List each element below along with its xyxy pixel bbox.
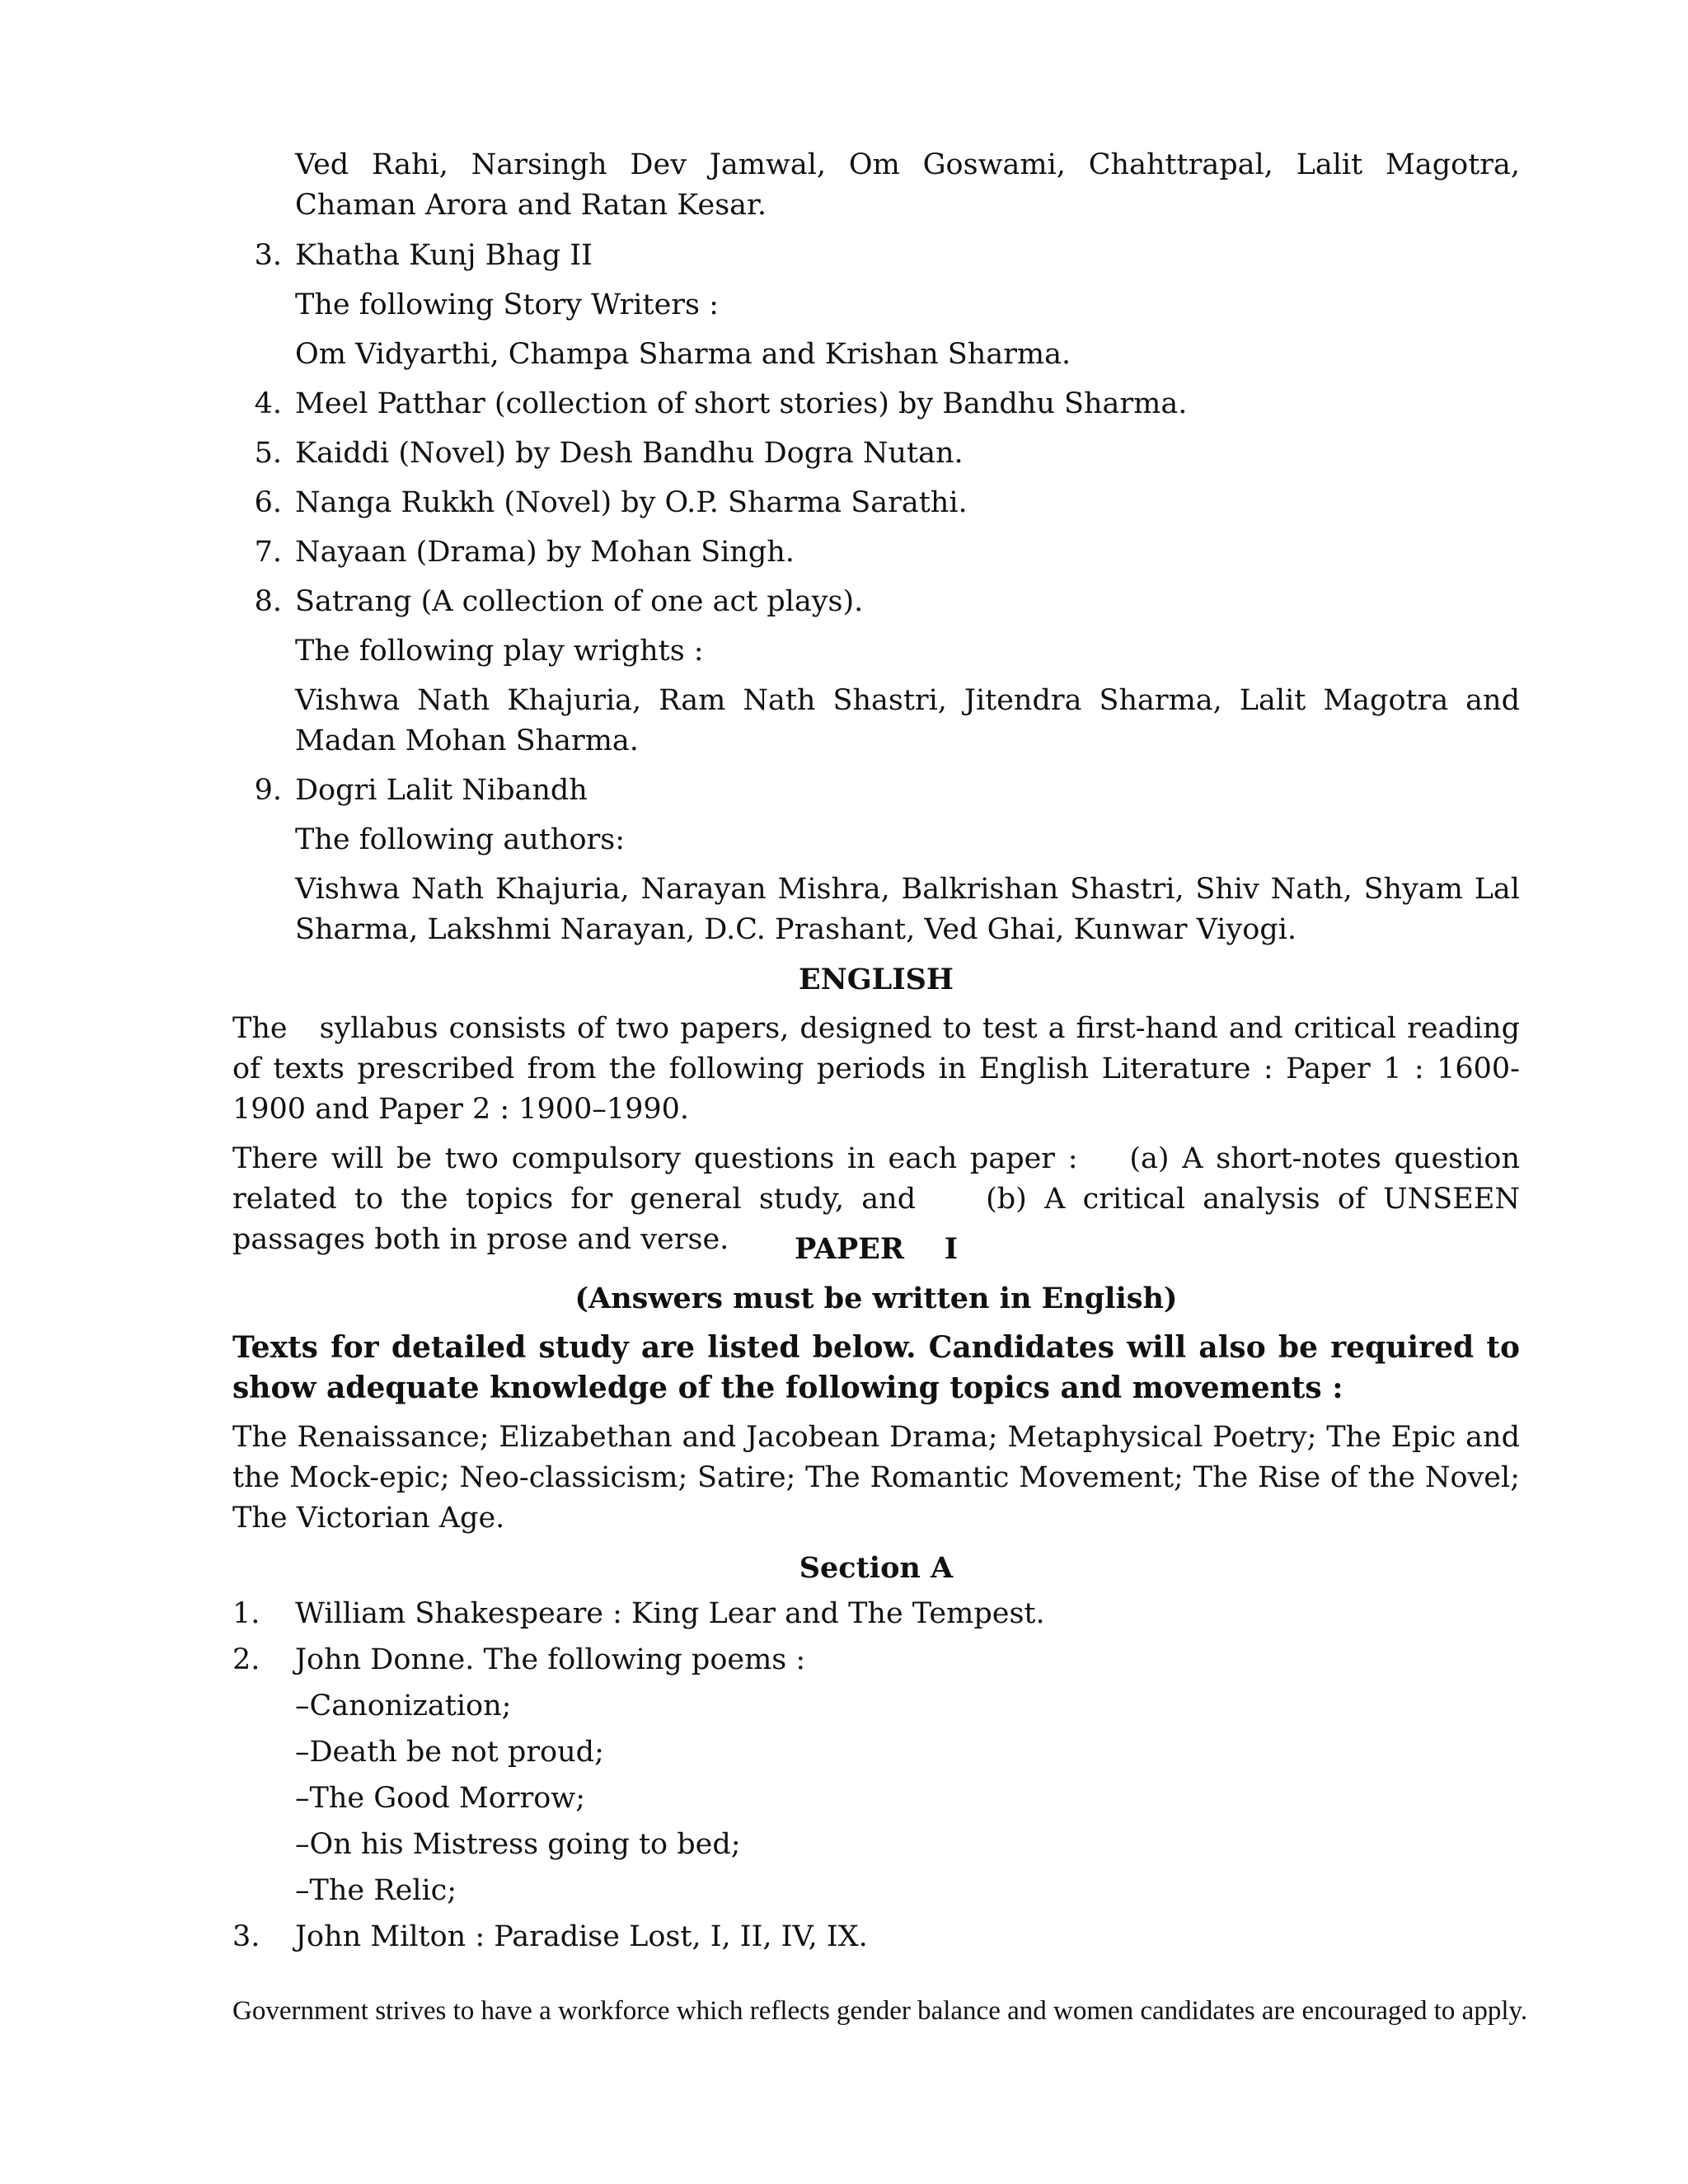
list-number: 3. (232, 1920, 260, 1953)
list-item: John Milton : Paradise Lost, I, II, IV, IX. (295, 1920, 868, 1953)
page-footer: Government strives to have a workforce which reflects gender balance and women candidates are encouraged to apply. (232, 1996, 1528, 2026)
list-item: Khatha Kunj Bhag II (295, 239, 593, 272)
poem-item: –On his Mistress going to bed; (295, 1828, 741, 1861)
sub-names: Vishwa Nath Khajuria, Narayan Mishra, Balkrishan Shastri, Shiv Nath, Shyam Lal Sharma, Lakshmi Narayan, D.C. Prashant, Ved Ghai, Kunwar Viyogi. (295, 873, 1520, 946)
poem-item: –Death be not proud; (295, 1736, 604, 1769)
poem-item: –Canonization; (295, 1690, 512, 1722)
list-item: Dogri Lalit Nibandh (295, 774, 588, 807)
list-item: John Donne. The following poems : (295, 1643, 806, 1676)
list-item: Nanga Rukkh (Novel) by O.P. Sharma Sarathi. (295, 486, 968, 519)
english-intro: The syllabus consists of two papers, designed to test a first-hand and critical reading of texts prescribed from the following periods in English Literature : Paper 1 : 1600-1900 and Paper 2 : 1900–1990. (232, 1012, 1530, 1126)
list-item: Satrang (A collection of one act plays). (295, 585, 864, 618)
sub-names: Vishwa Nath Khajuria, Ram Nath Shastri, Jitendra Sharma, Lalit Magotra and Madan Mohan Sharma. (295, 684, 1520, 757)
compulsory-questions: There will be two compulsory questions in each paper : (a) A short-notes question related to the topics for general study, and (b) A critical analysis of UNSEEN passages both in prose and verse. (232, 1142, 1530, 1256)
list-item: Nayaan (Drama) by Mohan Singh. (295, 536, 795, 569)
list-item: Kaiddi (Novel) by Desh Bandhu Dogra Nutan. (295, 437, 964, 470)
topics-list: The Renaissance; Elizabethan and Jacobean Drama; Metaphysical Poetry; The Epic and the Mock-epic; Neo-classicism; Satire; The Romantic Movement; The Rise of the Novel; The Victorian Age. (232, 1421, 1520, 1535)
poem-item: –The Good Morrow; (295, 1782, 586, 1815)
list-number: 8. (254, 585, 282, 618)
section-a-heading: Section A (799, 1551, 954, 1585)
sub-names: Om Vidyarthi, Champa Sharma and Krishan Sharma. (295, 338, 1071, 371)
list-number: 7. (254, 536, 282, 569)
list-number: 3. (254, 239, 282, 272)
paper-heading: PAPER I (794, 1232, 959, 1266)
list-item: William Shakespeare : King Lear and The Tempest. (295, 1597, 1045, 1630)
list-number: 2. (232, 1643, 260, 1676)
section-heading-english: ENGLISH (799, 963, 954, 996)
sub-heading: The following authors: (295, 823, 626, 856)
list-number: 9. (254, 774, 282, 807)
list-number: 4. (254, 387, 282, 420)
list-item: Meel Patthar (collection of short stories) by Bandhu Sharma. (295, 387, 1188, 420)
poem-item: –The Relic; (295, 1874, 457, 1907)
paper-subheading: (Answers must be written in English) (574, 1282, 1178, 1315)
sub-heading: The following play wrights : (295, 635, 704, 668)
list-number: 1. (232, 1597, 260, 1630)
writers-line: Ved Rahi, Narsingh Dev Jamwal, Om Goswami, Chahttrapal, Lalit Magotra, Chaman Arora and Ratan Kesar. (295, 148, 1520, 222)
texts-note: Texts for detailed study are listed below. Candidates will also be required to show adequate knowledge of the following topics and movements : (232, 1330, 1520, 1405)
list-number: 5. (254, 437, 282, 470)
sub-heading: The following Story Writers : (295, 288, 719, 321)
list-number: 6. (254, 486, 282, 519)
